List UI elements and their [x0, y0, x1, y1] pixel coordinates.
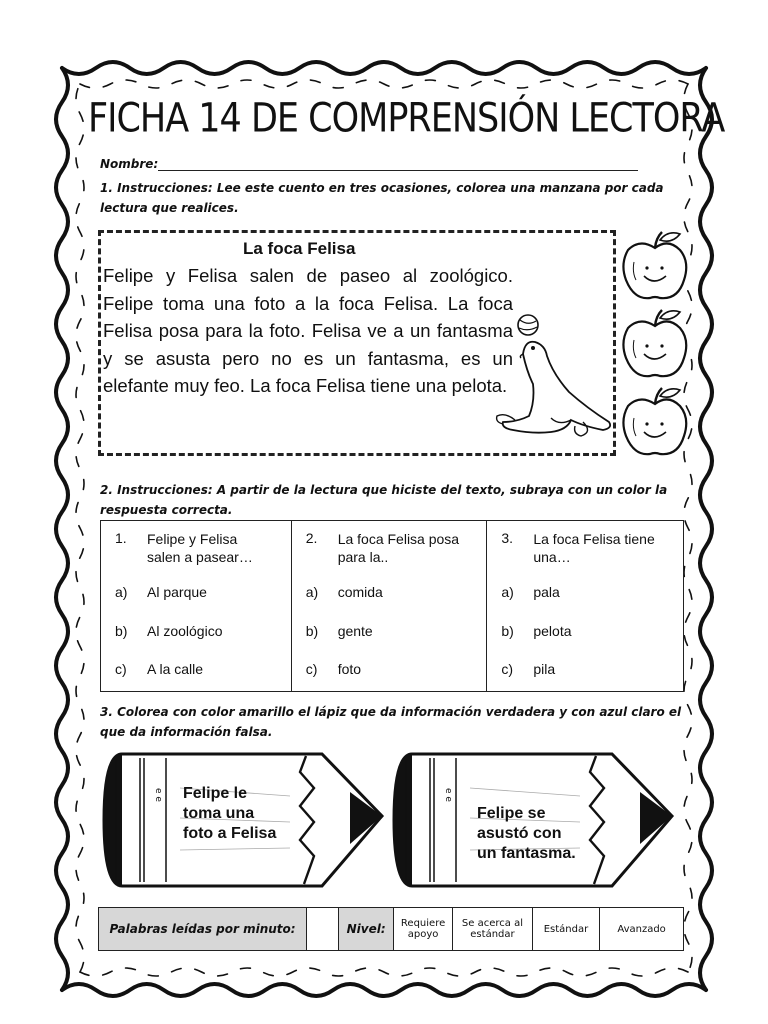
level-option-4[interactable]: Avanzado: [600, 908, 684, 951]
instructions-3: 3. Colorea con color amarillo el lápiz que da información verdadera y con azul claro el que da información falsa.: [100, 705, 682, 739]
seal-icon: [493, 312, 615, 444]
story-title: La foca Felisa: [243, 239, 356, 258]
question-text: Felipe y Felisa salen a pasear…: [147, 531, 253, 565]
answer-option[interactable]: [306, 661, 361, 677]
answer-option[interactable]: [115, 661, 203, 677]
svg-text:e e: e e: [153, 788, 163, 802]
option-letter: a): [305, 584, 319, 600]
apple-icon[interactable]: [620, 306, 690, 386]
svg-text:e e: e e: [443, 788, 453, 802]
option-text: foto: [337, 661, 362, 677]
option-letter: b): [501, 623, 514, 639]
answer-option[interactable]: [115, 623, 223, 639]
option-letter: b): [115, 623, 128, 639]
question-1: [101, 521, 291, 691]
name-field[interactable]: [158, 170, 638, 171]
question-number: 3.: [501, 530, 514, 546]
apple-icon[interactable]: [620, 384, 690, 464]
level-option-2[interactable]: Se acerca al estándar: [453, 908, 533, 951]
option-text: Al zoológico: [147, 623, 223, 639]
option-text: pila: [533, 661, 556, 677]
answer-option[interactable]: [501, 623, 571, 639]
option-text: A la calle: [147, 661, 204, 677]
option-text: comida: [337, 584, 383, 600]
option-letter: c): [305, 661, 318, 677]
option-text: pala: [533, 584, 560, 600]
level-label: Nivel:: [339, 908, 394, 951]
answer-option[interactable]: [306, 623, 373, 639]
question-number: 2.: [305, 530, 318, 546]
level-option-3[interactable]: Estándar: [532, 908, 599, 951]
instructions-1: 1. Instrucciones: Lee este cuento en tres ocasiones, colorea una manzana por cada lectura que realices.: [100, 181, 664, 215]
question-number: 1.: [115, 530, 127, 546]
apple-icon[interactable]: [620, 228, 690, 308]
name-label: Nombre:: [100, 157, 159, 171]
option-text: gente: [337, 623, 373, 639]
question-2: [292, 521, 487, 691]
level-option-1[interactable]: Requiere apoyo: [394, 908, 453, 951]
evaluation-table: [98, 907, 684, 951]
pencil-statement: Felipe se asustó con un fantasma.: [477, 805, 576, 862]
answer-option[interactable]: [115, 584, 207, 600]
option-letter: a): [115, 584, 128, 600]
option-text: Al parque: [147, 584, 207, 600]
question-text: La foca Felisa tiene una…: [533, 531, 655, 565]
questions-table: [100, 520, 684, 692]
option-letter: c): [115, 661, 127, 677]
instructions-2: 2. Instrucciones: A partir de la lectura que hiciste del texto, subraya con un color la respuesta correcta.: [100, 483, 668, 517]
words-per-minute-field[interactable]: [307, 908, 339, 951]
option-letter: c): [501, 661, 514, 677]
story-text: Felipe y Felisa salen de paseo al zoológico. Felipe toma una foto a la foca Felisa. La foca Felisa posa para la foto. Felisa ve a un fantasma y se asusta pero no es un fantasma, es un elefante muy feo. La foca Felisa tiene una pelota.: [103, 265, 513, 396]
answer-option[interactable]: [501, 584, 559, 600]
option-letter: a): [501, 584, 514, 600]
answer-option[interactable]: [306, 584, 383, 600]
words-per-minute-label: Palabras leídas por minuto:: [99, 908, 307, 951]
question-3: [487, 521, 683, 691]
option-letter: b): [305, 623, 319, 639]
page-title: FICHA 14 DE COMPRENSIÓN LECTORA: [88, 96, 725, 142]
pencil-statement: Felipe le toma una foto a Felisa: [183, 785, 277, 842]
answer-option[interactable]: [501, 661, 555, 677]
option-text: pelota: [533, 623, 572, 639]
question-text: La foca Felisa posa para la..: [337, 531, 460, 565]
